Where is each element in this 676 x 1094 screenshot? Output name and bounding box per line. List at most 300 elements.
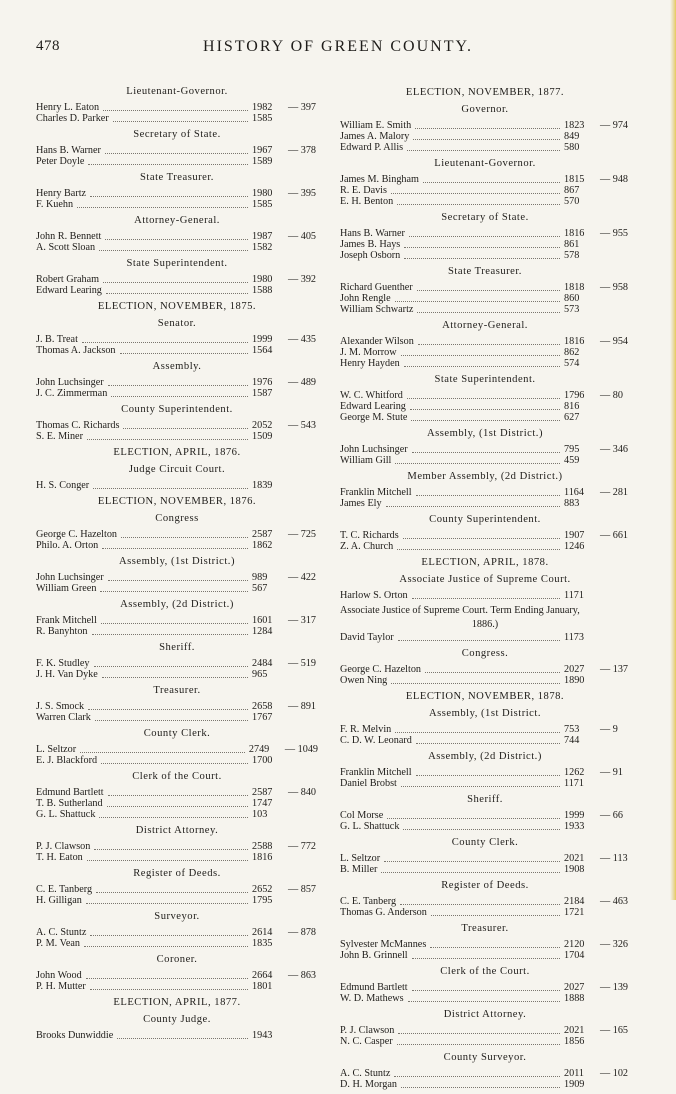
- dot-leader: [400, 903, 560, 905]
- office-heading: State Treasurer.: [140, 172, 214, 183]
- vote-count: 2658: [252, 701, 273, 712]
- dot-leader: [120, 352, 248, 354]
- majority: — 397: [288, 102, 317, 113]
- candidate-name: James B. Hays: [340, 239, 401, 250]
- vote-count: 459: [564, 455, 580, 466]
- running-title: HISTORY OF GREEN COUNTY.: [203, 38, 473, 55]
- candidate-row: [36, 572, 318, 583]
- dot-leader: [102, 676, 248, 678]
- vote-count: 1588: [252, 285, 273, 296]
- candidate-name: E. H. Benton: [340, 196, 394, 207]
- candidate-name: Hans B. Warner: [36, 145, 101, 156]
- vote-count: 2588: [252, 841, 273, 852]
- candidate-name: G. L. Shattuck: [36, 809, 96, 820]
- vote-count: 1585: [252, 113, 273, 124]
- office-group: [340, 836, 630, 875]
- candidate-name: Edmund Bartlett: [340, 982, 408, 993]
- majority: — 725: [288, 529, 317, 540]
- majority: — 974: [600, 120, 629, 131]
- election-heading: ELECTION, APRIL, 1878.: [421, 557, 549, 568]
- office-group: [36, 684, 318, 723]
- candidate-name: C. E. Tanberg: [340, 896, 397, 907]
- page-number: 478: [36, 38, 60, 54]
- candidate-name: Henry Hayden: [340, 358, 400, 369]
- candidate-row: [36, 669, 318, 680]
- vote-count: 1564: [252, 345, 273, 356]
- majority: — 139: [600, 982, 629, 993]
- candidate-row: [340, 541, 630, 552]
- dot-leader: [100, 590, 248, 592]
- vote-count: 1171: [564, 590, 584, 601]
- office-group: [340, 922, 630, 961]
- candidate-row: [36, 712, 318, 723]
- candidate-row: [36, 420, 318, 431]
- dot-leader: [416, 774, 560, 776]
- candidate-row: [36, 895, 318, 906]
- dot-leader: [103, 281, 248, 283]
- office-heading: Lieutenant-Governor.: [126, 86, 228, 97]
- candidate-row: [36, 377, 318, 388]
- vote-count: 1801: [252, 981, 273, 992]
- dot-leader: [407, 397, 560, 399]
- vote-count: 1767: [252, 712, 273, 723]
- dot-leader: [77, 206, 248, 208]
- candidate-row: [340, 950, 630, 961]
- vote-count: 860: [564, 293, 580, 304]
- office-heading: County Surveyor.: [443, 1052, 527, 1063]
- office-group: [340, 556, 630, 601]
- candidate-name: B. Miller: [340, 864, 378, 875]
- vote-count: 1747: [252, 798, 273, 809]
- candidate-name: W. C. Whitford: [340, 390, 403, 401]
- dot-leader: [86, 902, 248, 904]
- office-group: [36, 403, 318, 442]
- dot-leader: [101, 762, 248, 764]
- candidate-row: [340, 896, 630, 907]
- vote-count: 849: [564, 131, 580, 142]
- office-group: [340, 373, 630, 423]
- candidate-name: Edward Learing: [340, 401, 406, 412]
- office-heading: County Clerk.: [143, 728, 211, 739]
- vote-count: 580: [564, 142, 580, 153]
- dot-leader: [107, 805, 248, 807]
- dot-leader: [95, 719, 248, 721]
- majority: — 958: [600, 282, 629, 293]
- vote-count: 2652: [252, 884, 273, 895]
- vote-count: 1509: [252, 431, 273, 442]
- vote-count: 1909: [564, 1079, 585, 1090]
- majority: — 346: [600, 444, 629, 455]
- dot-leader: [106, 292, 248, 294]
- office-group: [36, 598, 318, 637]
- vote-count: 2027: [564, 664, 585, 675]
- majority: — 435: [288, 334, 317, 345]
- dot-leader: [90, 195, 248, 197]
- vote-count: 1856: [564, 1036, 585, 1047]
- candidate-row: [340, 185, 630, 196]
- dot-leader: [409, 235, 560, 237]
- office-heading: Assembly.: [152, 361, 202, 372]
- candidate-row: [340, 864, 630, 875]
- dot-leader: [102, 547, 248, 549]
- majority: — 317: [288, 615, 317, 626]
- vote-count: 1721: [564, 907, 585, 918]
- candidate-row: [340, 250, 630, 261]
- office-heading: Judge Circuit Court.: [128, 464, 226, 475]
- dot-leader: [412, 451, 560, 453]
- candidate-name: F. K. Studley: [36, 658, 90, 669]
- candidate-name: J. M. Morrow: [340, 347, 397, 358]
- office-heading: District Attorney.: [443, 1009, 527, 1020]
- vote-count: 573: [564, 304, 580, 315]
- candidate-row: [340, 487, 630, 498]
- dot-leader: [412, 597, 560, 599]
- candidate-row: [36, 938, 318, 949]
- office-heading: County Judge.: [143, 1014, 211, 1025]
- dot-leader: [88, 163, 248, 165]
- office-heading: Coroner.: [156, 954, 198, 965]
- office-group: [36, 171, 318, 210]
- vote-count: 1818: [564, 282, 585, 293]
- majority: — 954: [600, 336, 629, 347]
- office-heading: Member Assembly, (2d District.): [407, 471, 563, 482]
- dot-leader: [431, 914, 560, 916]
- candidate-name: Thomas G. Anderson: [340, 907, 427, 918]
- candidate-row: [340, 735, 630, 746]
- vote-count: 578: [564, 250, 580, 261]
- office-heading: Assembly, (2d District.): [428, 751, 542, 762]
- office-group: [36, 85, 318, 124]
- candidate-row: [340, 1036, 630, 1047]
- majority: — 392: [288, 274, 317, 285]
- candidate-name: John Wood: [36, 970, 82, 981]
- majority: — 80: [600, 390, 623, 401]
- election-heading: ELECTION, NOVEMBER, 1877.: [405, 87, 565, 98]
- dot-leader: [111, 395, 248, 397]
- candidate-row: [36, 480, 318, 491]
- office-group: [36, 727, 318, 766]
- page-header: [0, 38, 676, 60]
- election-heading: ELECTION, NOVEMBER, 1878.: [405, 691, 565, 702]
- office-group: [36, 641, 318, 680]
- majority: — 463: [600, 896, 629, 907]
- candidate-name: Edward Learing: [36, 285, 102, 296]
- dot-leader: [88, 708, 248, 710]
- vote-count: 1839: [252, 480, 273, 491]
- candidate-name: John Luchsinger: [36, 572, 104, 583]
- office-heading: Lieutenant-Governor.: [434, 158, 536, 169]
- candidate-name: James M. Bingham: [340, 174, 419, 185]
- vote-count: 862: [564, 347, 580, 358]
- candidate-row: [36, 188, 318, 199]
- office-group: [340, 513, 630, 552]
- candidate-row: [340, 455, 630, 466]
- majority: — 543: [288, 420, 317, 431]
- election-heading: ELECTION, APRIL, 1877.: [113, 997, 241, 1008]
- vote-count: 1980: [252, 274, 273, 285]
- candidate-name: Sylvester McMannes: [340, 939, 427, 950]
- vote-count: 795: [564, 444, 580, 455]
- candidate-name: Robert Graham: [36, 274, 100, 285]
- majority: — 91: [600, 767, 623, 778]
- candidate-row: [340, 412, 630, 423]
- vote-count: 2120: [564, 939, 585, 950]
- candidate-row: [340, 390, 630, 401]
- dot-leader: [96, 891, 248, 893]
- candidate-name: Henry Bartz: [36, 188, 87, 199]
- candidate-row: [36, 841, 318, 852]
- dot-leader: [417, 311, 560, 313]
- candidate-name: P. H. Mutter: [36, 981, 86, 992]
- candidate-row: [36, 626, 318, 637]
- candidate-row: [340, 939, 630, 950]
- dot-leader: [108, 579, 248, 581]
- candidate-row: [36, 145, 318, 156]
- candidate-name: William Green: [36, 583, 97, 594]
- dot-leader: [101, 622, 248, 624]
- majority: — 955: [600, 228, 629, 239]
- candidate-name: Col Morse: [340, 810, 384, 821]
- dot-leader: [121, 536, 248, 538]
- dot-leader: [410, 408, 560, 410]
- office-group: [340, 470, 630, 509]
- office-heading: Governor.: [461, 104, 509, 115]
- office-description: Associate Justice of Supreme Court. Term Ending January,: [340, 605, 580, 616]
- vote-count: 1835: [252, 938, 273, 949]
- office-group: [340, 1051, 630, 1090]
- dot-leader: [418, 343, 560, 345]
- office-heading: Surveyor.: [154, 911, 200, 922]
- office-group: [340, 690, 630, 746]
- candidate-name: William Gill: [340, 455, 392, 466]
- candidate-name: A. Scott Sloan: [36, 242, 96, 253]
- office-heading: Register of Deeds.: [441, 880, 529, 891]
- candidate-name: T. B. Sutherland: [36, 798, 103, 809]
- office-group: [340, 605, 630, 643]
- office-heading: Register of Deeds.: [133, 868, 221, 879]
- candidate-row: [340, 767, 630, 778]
- office-heading: State Superintendent.: [126, 258, 228, 269]
- majority: — 661: [600, 530, 629, 541]
- candidate-row: [340, 724, 630, 735]
- dot-leader: [425, 671, 560, 673]
- office-heading: Sheriff.: [467, 794, 503, 805]
- candidate-row: [36, 809, 318, 820]
- candidate-row: [36, 529, 318, 540]
- candidate-name: W. D. Mathews: [340, 993, 404, 1004]
- dot-leader: [401, 785, 560, 787]
- candidate-row: [36, 615, 318, 626]
- dot-leader: [398, 639, 560, 641]
- candidate-row: [340, 293, 630, 304]
- candidate-row: [340, 675, 630, 686]
- candidate-row: [36, 852, 318, 863]
- candidate-name: Edward P. Allis: [340, 142, 404, 153]
- candidate-name: P. J. Clawson: [36, 841, 91, 852]
- candidate-row: [340, 530, 630, 541]
- left-column: [36, 82, 318, 1045]
- vote-count: 1943: [252, 1030, 273, 1041]
- office-group: [36, 824, 318, 863]
- candidate-name: Richard Guenther: [340, 282, 413, 293]
- majority: — 9: [600, 724, 618, 735]
- majority: — 891: [288, 701, 317, 712]
- vote-count: 2587: [252, 529, 273, 540]
- candidate-row: [36, 345, 318, 356]
- office-heading: Assembly, (1st District.): [427, 428, 543, 439]
- candidate-row: [36, 927, 318, 938]
- candidate-name: John Luchsinger: [36, 377, 104, 388]
- candidate-name: Z. A. Church: [340, 541, 394, 552]
- dot-leader: [404, 246, 560, 248]
- candidate-name: F. Kuehn: [36, 199, 74, 210]
- candidate-row: [340, 821, 630, 832]
- candidate-name: George C. Hazelton: [36, 529, 118, 540]
- vote-count: 1999: [564, 810, 585, 821]
- office-group: [340, 157, 630, 207]
- vote-count: 1976: [252, 377, 273, 388]
- office-group: [36, 128, 318, 167]
- candidate-row: [36, 388, 318, 399]
- candidate-name: Franklin Mitchell: [340, 767, 412, 778]
- office-group: [340, 879, 630, 918]
- vote-count: 883: [564, 498, 580, 509]
- candidate-name: J. B. Treat: [36, 334, 78, 345]
- candidate-name: Daniel Brobst: [340, 778, 397, 789]
- candidate-row: [36, 242, 318, 253]
- candidate-name: William Schwartz: [340, 304, 414, 315]
- vote-count: 1816: [252, 852, 273, 863]
- office-heading: Treasurer.: [153, 685, 201, 696]
- candidate-row: [340, 590, 630, 601]
- candidate-row: [36, 156, 318, 167]
- office-heading: Senator.: [157, 318, 197, 329]
- candidate-name: George C. Hazelton: [340, 664, 422, 675]
- vote-count: 2587: [252, 787, 273, 798]
- page-edge: [670, 0, 676, 900]
- candidate-name: John Rengle: [340, 293, 391, 304]
- vote-count: 989: [252, 572, 268, 583]
- office-group: [340, 647, 630, 686]
- candidate-row: [36, 884, 318, 895]
- vote-count: 1982: [252, 102, 273, 113]
- vote-count: 1999: [252, 334, 273, 345]
- dot-leader: [99, 816, 248, 818]
- office-group: [340, 965, 630, 1004]
- office-heading: Clerk of the Court.: [132, 771, 222, 782]
- dot-leader: [80, 751, 245, 753]
- vote-count: 627: [564, 412, 580, 423]
- candidate-row: [36, 744, 318, 755]
- vote-count: 1171: [564, 778, 584, 789]
- candidate-row: [340, 632, 630, 643]
- dot-leader: [423, 181, 560, 183]
- office-heading: State Treasurer.: [448, 266, 522, 277]
- candidate-name: L. Seltzor: [340, 853, 381, 864]
- dot-leader: [395, 462, 560, 464]
- candidate-name: John B. Grinnell: [340, 950, 408, 961]
- candidate-row: [36, 102, 318, 113]
- office-group: [36, 300, 318, 356]
- candidate-row: [340, 120, 630, 131]
- vote-count: 1582: [252, 242, 273, 253]
- dot-leader: [381, 871, 560, 873]
- office-group: [36, 214, 318, 253]
- vote-count: 567: [252, 583, 268, 594]
- majority: — 281: [600, 487, 629, 498]
- office-description-end: 1886.): [471, 619, 499, 630]
- office-heading: Clerk of the Court.: [440, 966, 530, 977]
- dot-leader: [403, 828, 560, 830]
- office-heading: State Superintendent.: [434, 374, 536, 385]
- vote-count: 1987: [252, 231, 273, 242]
- candidate-row: [340, 239, 630, 250]
- office-heading: District Attorney.: [135, 825, 219, 836]
- candidate-name: Alexander Wilson: [340, 336, 414, 347]
- vote-count: 1908: [564, 864, 585, 875]
- majority: — 113: [600, 853, 628, 864]
- office-group: [36, 996, 318, 1041]
- majority: — 378: [288, 145, 317, 156]
- dot-leader: [86, 977, 248, 979]
- candidate-row: [340, 498, 630, 509]
- candidate-name: David Taylor: [340, 632, 394, 643]
- vote-count: 1589: [252, 156, 273, 167]
- candidate-row: [36, 285, 318, 296]
- candidate-name: Peter Doyle: [36, 156, 85, 167]
- candidate-name: Owen Ning: [340, 675, 388, 686]
- vote-count: 2021: [564, 1025, 585, 1036]
- office-group: [36, 446, 318, 491]
- dot-leader: [391, 682, 560, 684]
- office-group: [36, 770, 318, 820]
- vote-count: 574: [564, 358, 580, 369]
- candidate-name: S. E. Miner: [36, 431, 83, 442]
- dot-leader: [417, 289, 560, 291]
- dot-leader: [391, 192, 560, 194]
- dot-leader: [103, 109, 248, 111]
- candidate-name: Charles D. Parker: [36, 113, 109, 124]
- vote-count: 2484: [252, 658, 273, 669]
- candidate-row: [36, 540, 318, 551]
- office-group: [340, 319, 630, 369]
- candidate-row: [36, 1030, 318, 1041]
- majority: — 395: [288, 188, 317, 199]
- election-heading: ELECTION, APRIL, 1876.: [113, 447, 241, 458]
- dot-leader: [90, 988, 248, 990]
- office-heading: Assembly, (1st District.): [119, 556, 235, 567]
- vote-count: 2021: [564, 853, 585, 864]
- candidate-row: [340, 304, 630, 315]
- candidate-row: [36, 755, 318, 766]
- candidate-row: [36, 231, 318, 242]
- office-group: [340, 750, 630, 789]
- candidate-name: James A. Malory: [340, 131, 410, 142]
- candidate-row: [36, 274, 318, 285]
- dot-leader: [90, 934, 248, 936]
- office-heading: Attorney-General.: [134, 215, 220, 226]
- office-group: [340, 211, 630, 261]
- vote-count: 1704: [564, 950, 585, 961]
- candidate-row: [340, 778, 630, 789]
- dot-leader: [395, 731, 560, 733]
- vote-count: 1980: [252, 188, 273, 199]
- majority: — 137: [600, 664, 629, 675]
- office-group: [36, 495, 318, 551]
- office-group: [36, 555, 318, 594]
- candidate-row: [340, 142, 630, 153]
- dot-leader: [397, 203, 560, 205]
